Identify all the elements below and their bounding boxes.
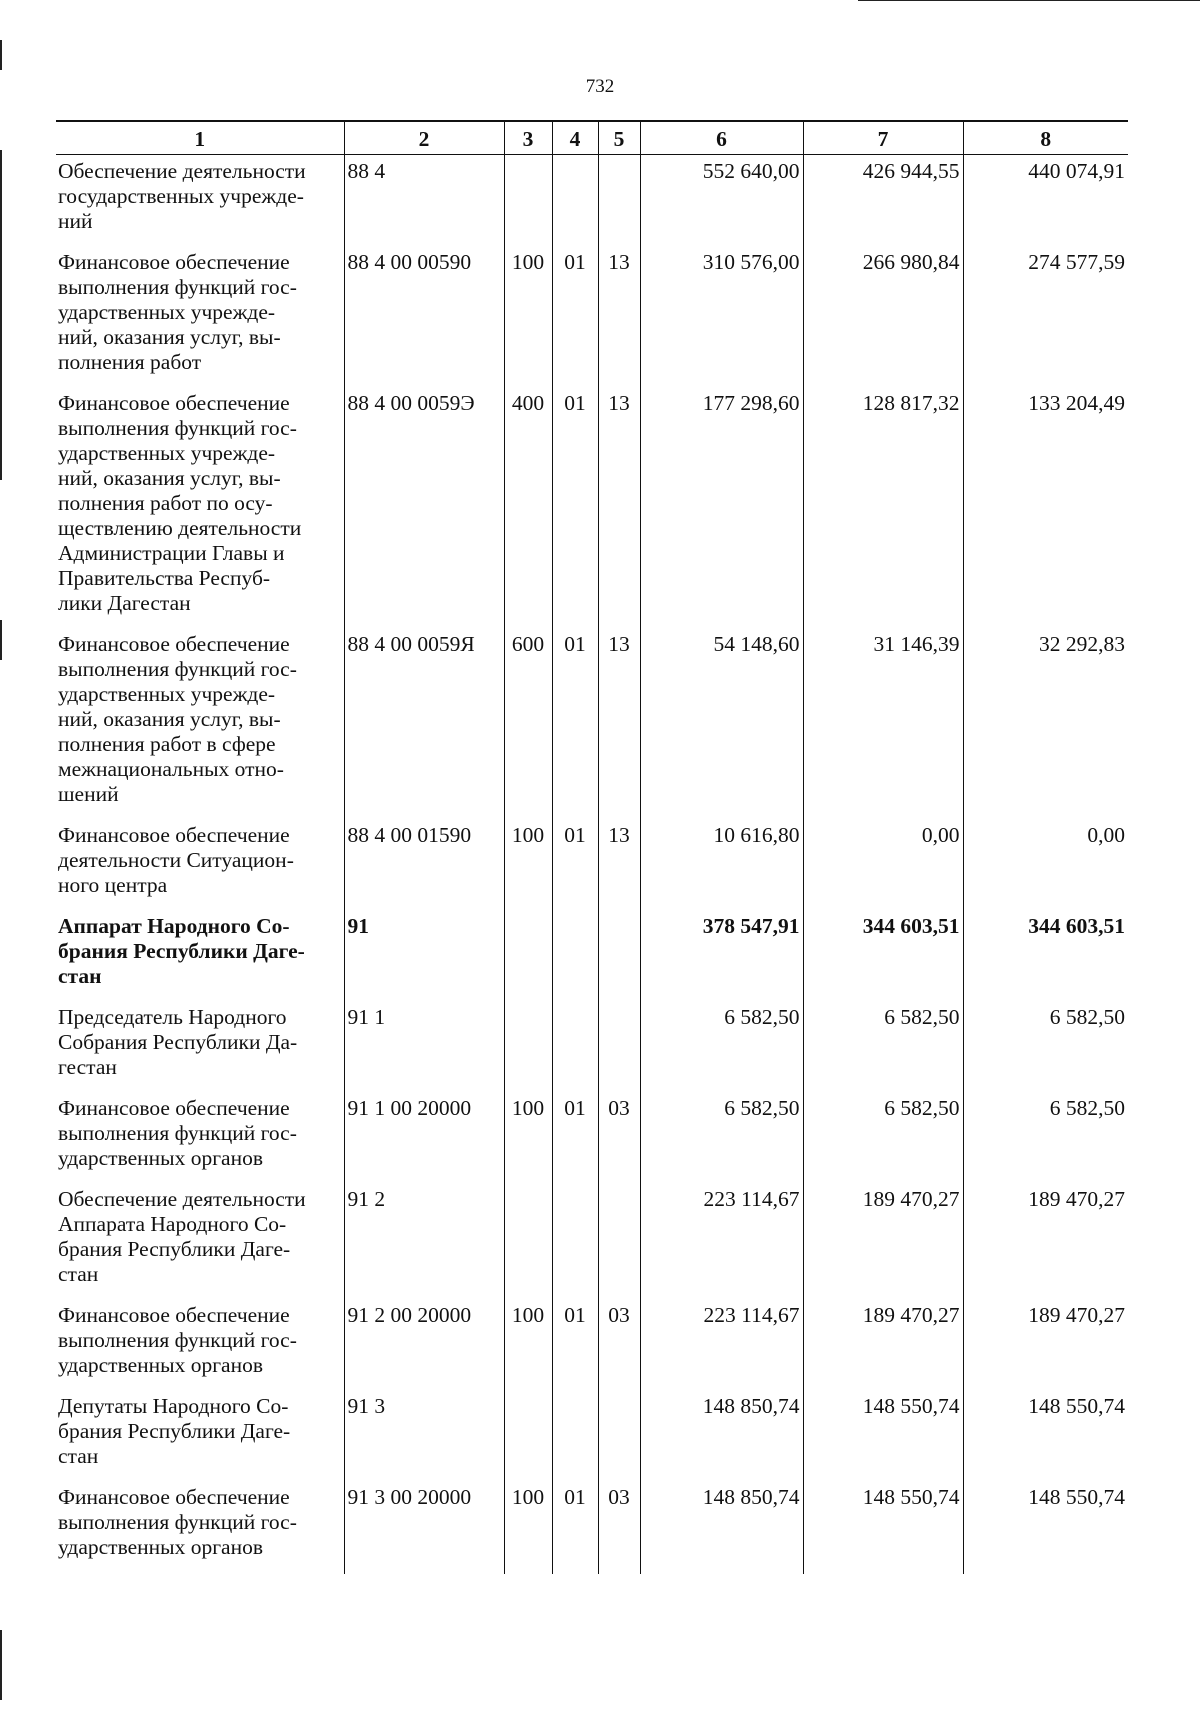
scan-margin-mark [0,150,2,480]
scan-margin-mark [0,1630,2,1700]
page-number: 732 [585,76,615,97]
row-value8-cell: 133 204,49 [963,387,1128,628]
row-col4-cell: 01 [552,819,598,910]
row-value6-cell: 310 576,00 [640,246,803,387]
row-name-cell: Финансовое обеспечение выполнения функций гос- ударственных органов [58,1303,297,1377]
row-value6-cell: 54 148,60 [640,628,803,819]
row-value6-cell: 223 114,67 [640,1183,803,1299]
table-row [56,1390,1128,1481]
row-value8-cell: 189 470,27 [963,1183,1128,1299]
row-col3-cell: 100 [504,246,552,387]
table-row [56,387,1128,628]
row-col3-cell: 100 [504,1299,552,1390]
row-name-cell: Депутаты Народного Со- брания Республики Даге- стан [58,1394,291,1468]
row-name-cell: Финансовое обеспечение выполнения функций гос- ударственных учрежде- ний, оказания услуг, вы- полнения работ в сфере межнациональных отно- шений [58,632,297,806]
row-col5-cell [598,1390,640,1481]
row-code-cell: 91 1 [344,1001,504,1092]
row-value8-cell: 6 582,50 [963,1092,1128,1183]
row-code-cell: 91 2 [344,1183,504,1299]
row-value7-cell: 148 550,74 [803,1390,963,1481]
row-value7-cell: 344 603,51 [803,910,963,1001]
table-row [56,1299,1128,1390]
row-col3-cell: 100 [504,819,552,910]
row-code-cell: 91 2 00 20000 [344,1299,504,1390]
row-value7-cell: 189 470,27 [803,1299,963,1390]
row-code-cell: 91 3 00 20000 [344,1481,504,1574]
row-code-cell: 91 [344,910,504,1001]
row-name-cell: Обеспечение деятельности государственных учрежде- ний [58,159,306,233]
row-col4-cell [552,1183,598,1299]
row-col5-cell: 03 [598,1481,640,1574]
row-name-cell: Аппарат Народного Со- брания Республики Даге- стан [58,914,305,988]
column-header: 3 [504,121,552,155]
row-code-cell: 88 4 00 0059Э [344,387,504,628]
row-value8-cell: 189 470,27 [963,1299,1128,1390]
budget-table [56,120,1128,1574]
row-value6-cell: 6 582,50 [640,1092,803,1183]
row-col3-cell: 100 [504,1481,552,1574]
row-col3-cell [504,1183,552,1299]
row-value7-cell: 128 817,32 [803,387,963,628]
row-value8-cell: 32 292,83 [963,628,1128,819]
row-value6-cell: 6 582,50 [640,1001,803,1092]
row-code-cell: 88 4 00 0059Я [344,628,504,819]
row-col3-cell [504,910,552,1001]
row-value8-cell: 148 550,74 [963,1481,1128,1574]
row-value7-cell: 148 550,74 [803,1481,963,1574]
scan-margin-mark [0,620,2,660]
row-col4-cell: 01 [552,1481,598,1574]
table-row [56,246,1128,387]
row-code-cell: 88 4 [344,155,504,247]
row-value7-cell: 0,00 [803,819,963,910]
row-value8-cell: 440 074,91 [963,155,1128,247]
table-row [56,628,1128,819]
table-row [56,155,1128,247]
row-code-cell: 91 3 [344,1390,504,1481]
row-value6-cell: 148 850,74 [640,1481,803,1574]
row-name-cell: Обеспечение деятельности Аппарата Народного Со- брания Республики Даге- стан [58,1187,306,1286]
row-col3-cell [504,1001,552,1092]
row-col5-cell: 13 [598,819,640,910]
row-col5-cell: 13 [598,628,640,819]
row-name-cell: Финансовое обеспечение выполнения функций гос- ударственных учрежде- ний, оказания услуг, вы- полнения работ [58,250,297,374]
row-name-cell: Финансовое обеспечение выполнения функций гос- ударственных органов [58,1485,297,1559]
row-code-cell: 91 1 00 20000 [344,1092,504,1183]
column-header: 8 [963,121,1128,155]
row-value7-cell: 6 582,50 [803,1092,963,1183]
row-value6-cell: 177 298,60 [640,387,803,628]
column-header: 2 [344,121,504,155]
row-col3-cell [504,1390,552,1481]
row-value6-cell: 10 616,80 [640,819,803,910]
row-col4-cell: 01 [552,246,598,387]
row-col3-cell [504,155,552,247]
scan-margin-mark [0,40,2,70]
row-col5-cell: 13 [598,246,640,387]
row-col5-cell: 03 [598,1092,640,1183]
row-value7-cell: 6 582,50 [803,1001,963,1092]
row-col5-cell [598,1001,640,1092]
table-row [56,819,1128,910]
table-row [56,910,1128,1001]
row-col4-cell: 01 [552,1299,598,1390]
row-col5-cell: 03 [598,1299,640,1390]
row-code-cell: 88 4 00 01590 [344,819,504,910]
column-header: 7 [803,121,963,155]
row-name-cell: Финансовое обеспечение деятельности Ситуацион- ного центра [58,823,294,897]
row-col4-cell: 01 [552,1092,598,1183]
table-row [56,1481,1128,1574]
column-header: 5 [598,121,640,155]
row-col5-cell: 13 [598,387,640,628]
row-value6-cell: 552 640,00 [640,155,803,247]
row-col3-cell: 600 [504,628,552,819]
row-col4-cell [552,1390,598,1481]
row-value7-cell: 189 470,27 [803,1183,963,1299]
row-value8-cell: 148 550,74 [963,1390,1128,1481]
row-code-cell: 88 4 00 00590 [344,246,504,387]
row-col3-cell: 400 [504,387,552,628]
table-row [56,1092,1128,1183]
row-col5-cell [598,1183,640,1299]
table-row [56,1183,1128,1299]
row-col5-cell [598,155,640,247]
row-value6-cell: 148 850,74 [640,1390,803,1481]
row-col4-cell [552,155,598,247]
row-name-cell: Финансовое обеспечение выполнения функций гос- ударственных учрежде- ний, оказания услуг, вы- полнения работ по осу- ществлению деятельности Администрации Главы и Правительства Респуб- лики Дагестан [58,391,302,615]
row-name-cell: Председатель Народного Собрания Республики Да- гестан [58,1005,298,1079]
scan-top-rule [858,0,1200,1]
column-header: 4 [552,121,598,155]
row-col4-cell: 01 [552,387,598,628]
row-value6-cell: 223 114,67 [640,1299,803,1390]
row-value8-cell: 6 582,50 [963,1001,1128,1092]
row-name-cell: Финансовое обеспечение выполнения функций гос- ударственных органов [58,1096,297,1170]
row-value8-cell: 344 603,51 [963,910,1128,1001]
row-col5-cell [598,910,640,1001]
column-header: 1 [56,121,344,155]
row-value7-cell: 426 944,55 [803,155,963,247]
row-value8-cell: 274 577,59 [963,246,1128,387]
row-col4-cell [552,910,598,1001]
table-row [56,1001,1128,1092]
row-value7-cell: 31 146,39 [803,628,963,819]
row-col3-cell: 100 [504,1092,552,1183]
column-header: 6 [640,121,803,155]
table-header-row [56,121,1128,155]
row-value7-cell: 266 980,84 [803,246,963,387]
row-col4-cell [552,1001,598,1092]
row-value6-cell: 378 547,91 [640,910,803,1001]
row-col4-cell: 01 [552,628,598,819]
row-value8-cell: 0,00 [963,819,1128,910]
